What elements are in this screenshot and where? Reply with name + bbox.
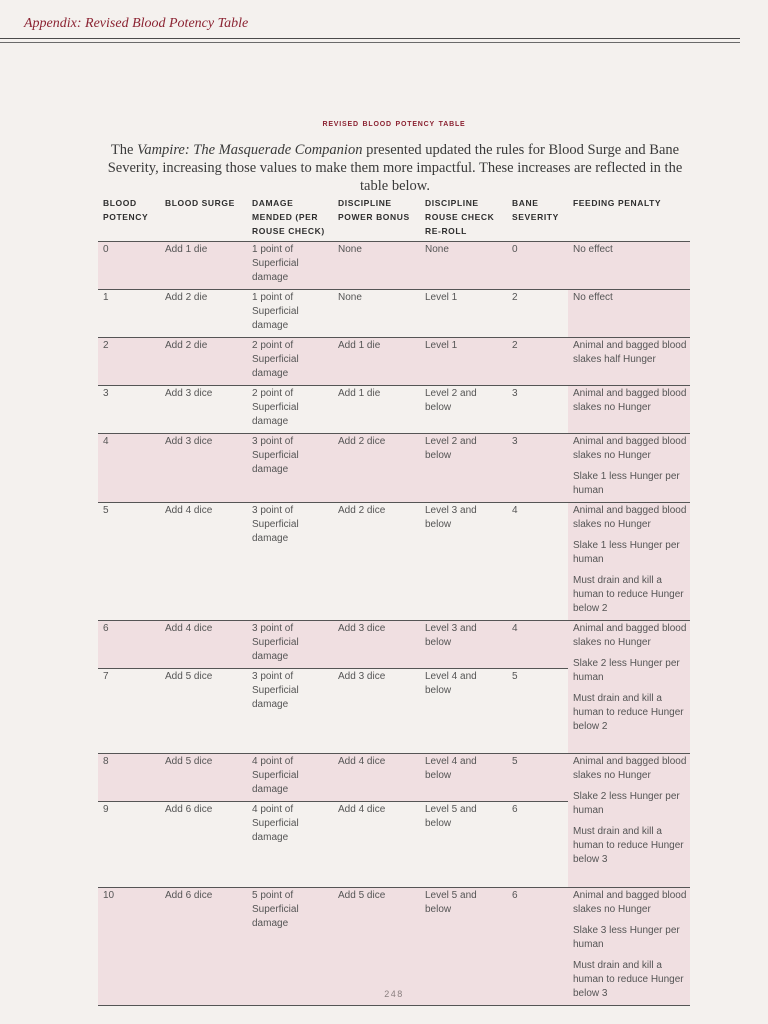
cell-power-bonus: Add 3 dice <box>333 621 420 669</box>
header-bane-severity: BANE SEVERITY <box>512 198 559 222</box>
cell-damage-mended: 3 point of Superficial damage <box>247 621 333 669</box>
table-header-row <box>98 194 690 242</box>
cell-blood-potency: 5 <box>103 505 109 516</box>
running-head: Appendix: Revised Blood Potency Table <box>24 16 249 31</box>
cell-rouse-reroll: None <box>420 242 507 290</box>
feeding-line: No effect <box>573 244 613 255</box>
cell-power-bonus: Add 2 dice <box>333 434 420 503</box>
feeding-line: Slake 1 less Hunger per human <box>573 471 680 496</box>
header-discipline-rouse-reroll: DISCIPLINE ROUSE CHECK RE-ROLL <box>425 198 495 236</box>
feeding-line: Must drain and kill a human to reduce Hunger below 3 <box>573 826 684 865</box>
cell-damage-mended: 1 point of Superficial damage <box>252 292 299 331</box>
cell-rouse-reroll: Level 2 and below <box>425 388 477 413</box>
feeding-line: Must drain and kill a human to reduce Hunger below 3 <box>573 960 684 999</box>
header-feeding-penalty: FEEDING PENALTY <box>573 198 662 208</box>
table-row <box>98 754 690 802</box>
cell-blood-surge: Add 4 dice <box>165 505 213 516</box>
table-row <box>98 338 690 386</box>
intro-book-title: Vampire: The Masquerade Companion <box>137 142 363 158</box>
cell-blood-surge: Add 5 dice <box>160 754 247 802</box>
cell-blood-surge: Add 2 die <box>165 292 208 303</box>
table-row <box>98 290 690 338</box>
cell-bane-severity: 0 <box>507 242 568 290</box>
header-blood-surge: BLOOD SURGE <box>165 198 235 208</box>
feeding-line: Animal and bagged blood slakes no Hunger <box>573 436 687 461</box>
feeding-line: Slake 1 less Hunger per human <box>573 540 680 565</box>
feeding-line: No effect <box>573 292 613 303</box>
cell-power-bonus: None <box>333 242 420 290</box>
cell-bane-severity: 6 <box>507 888 568 1006</box>
feeding-line: Slake 3 less Hunger per human <box>573 925 680 950</box>
cell-damage-mended: 4 point of Superficial damage <box>252 804 299 843</box>
table-row <box>98 434 690 503</box>
cell-blood-surge: Add 6 dice <box>160 888 247 1006</box>
cell-power-bonus: Add 5 dice <box>333 888 420 1006</box>
cell-damage-mended: 2 point of Superficial damage <box>247 338 333 386</box>
cell-power-bonus: Add 2 dice <box>338 505 386 516</box>
cell-feeding-penalty <box>568 621 690 754</box>
feeding-line: Animal and bagged blood slakes no Hunger <box>573 505 687 530</box>
header-rule <box>0 38 740 39</box>
blood-potency-table <box>98 194 690 1006</box>
cell-blood-surge: Add 4 dice <box>160 621 247 669</box>
page-number: 248 <box>384 989 404 999</box>
cell-blood-potency: 3 <box>103 388 109 399</box>
cell-power-bonus: Add 1 die <box>338 388 381 399</box>
cell-blood-potency: 1 <box>103 292 109 303</box>
cell-rouse-reroll: Level 4 and below <box>420 754 507 802</box>
cell-bane-severity: 3 <box>507 434 568 503</box>
cell-bane-severity: 2 <box>512 292 518 303</box>
cell-blood-potency: 7 <box>103 671 109 682</box>
intro-prefix: The <box>110 142 138 158</box>
cell-rouse-reroll: Level 5 and below <box>420 888 507 1006</box>
feeding-line: Slake 2 less Hunger per human <box>573 658 680 683</box>
feeding-line: Animal and bagged blood slakes no Hunger <box>573 756 687 781</box>
feeding-line: Animal and bagged blood slakes no Hunger <box>573 388 687 413</box>
table-row <box>98 503 690 621</box>
header-rule-thin <box>0 42 740 43</box>
cell-damage-mended: 3 point of Superficial damage <box>252 671 299 710</box>
header-damage-mended: DAMAGE MENDED (PER ROUSE CHECK) <box>252 198 325 236</box>
cell-blood-surge: Add 5 dice <box>165 671 213 682</box>
header-blood-potency: BLOOD POTENCY <box>103 198 149 222</box>
cell-blood-surge: Add 2 die <box>160 338 247 386</box>
cell-feeding-penalty <box>568 503 690 621</box>
cell-rouse-reroll: Level 2 and below <box>420 434 507 503</box>
cell-damage-mended: 2 point of Superficial damage <box>252 388 299 427</box>
cell-blood-potency: 9 <box>103 804 109 815</box>
table-row <box>98 888 690 1006</box>
cell-feeding-penalty <box>568 754 690 888</box>
cell-blood-potency: 6 <box>98 621 160 669</box>
cell-rouse-reroll: Level 3 and below <box>425 505 477 530</box>
feeding-line: Animal and bagged blood slakes no Hunger <box>573 623 687 648</box>
cell-blood-potency: 2 <box>98 338 160 386</box>
cell-blood-potency: 4 <box>98 434 160 503</box>
intro-paragraph <box>100 141 690 195</box>
cell-feeding-penalty <box>568 290 690 338</box>
cell-power-bonus: Add 4 dice <box>338 804 386 815</box>
cell-power-bonus: Add 1 die <box>333 338 420 386</box>
cell-bane-severity: 6 <box>512 804 518 815</box>
cell-power-bonus: None <box>338 292 362 303</box>
feeding-line: Slake 2 less Hunger per human <box>573 791 680 816</box>
cell-power-bonus: Add 3 dice <box>338 671 386 682</box>
cell-bane-severity: 2 <box>507 338 568 386</box>
table-row <box>98 242 690 290</box>
feeding-line: Must drain and kill a human to reduce Hunger below 2 <box>573 693 684 732</box>
feeding-line: Animal and bagged blood slakes half Hunger <box>573 340 687 365</box>
table-row <box>98 621 690 669</box>
cell-feeding-penalty <box>568 434 690 503</box>
feeding-line: Must drain and kill a human to reduce Hunger below 2 <box>573 575 684 614</box>
intro-suffix: presented updated the rules for Blood Surge and Bane Severity, increasing those values to make them more impactful. These increases are reflected in the table below. <box>107 142 683 194</box>
cell-rouse-reroll: Level 4 and below <box>425 671 477 696</box>
feeding-line: Animal and bagged blood slakes no Hunger <box>573 890 687 915</box>
cell-damage-mended: 1 point of Superficial damage <box>247 242 333 290</box>
cell-blood-potency: 0 <box>98 242 160 290</box>
cell-blood-surge: Add 3 dice <box>165 388 213 399</box>
cell-rouse-reroll: Level 5 and below <box>425 804 477 829</box>
cell-damage-mended: 3 point of Superficial damage <box>252 505 299 544</box>
cell-blood-surge: Add 3 dice <box>160 434 247 503</box>
cell-rouse-reroll: Level 1 <box>425 292 458 303</box>
cell-bane-severity: 4 <box>512 505 518 516</box>
cell-power-bonus: Add 4 dice <box>333 754 420 802</box>
cell-damage-mended: 4 point of Superficial damage <box>247 754 333 802</box>
cell-blood-potency: 10 <box>98 888 160 1006</box>
cell-feeding-penalty <box>568 338 690 386</box>
cell-bane-severity: 3 <box>512 388 518 399</box>
cell-bane-severity: 5 <box>512 671 518 682</box>
cell-bane-severity: 4 <box>507 621 568 669</box>
cell-blood-surge: Add 6 dice <box>165 804 213 815</box>
cell-damage-mended: 3 point of Superficial damage <box>247 434 333 503</box>
cell-feeding-penalty <box>568 242 690 290</box>
cell-rouse-reroll: Level 3 and below <box>420 621 507 669</box>
table-row <box>98 386 690 434</box>
cell-feeding-penalty <box>568 888 690 1006</box>
cell-rouse-reroll: Level 1 <box>420 338 507 386</box>
cell-blood-potency: 8 <box>98 754 160 802</box>
cell-feeding-penalty <box>568 386 690 434</box>
cell-blood-surge: Add 1 die <box>160 242 247 290</box>
header-discipline-power-bonus: DISCIPLINE POWER BONUS <box>338 198 410 222</box>
cell-bane-severity: 5 <box>507 754 568 802</box>
section-title: revised blood potency table <box>322 117 466 129</box>
cell-damage-mended: 5 point of Superficial damage <box>247 888 333 1006</box>
